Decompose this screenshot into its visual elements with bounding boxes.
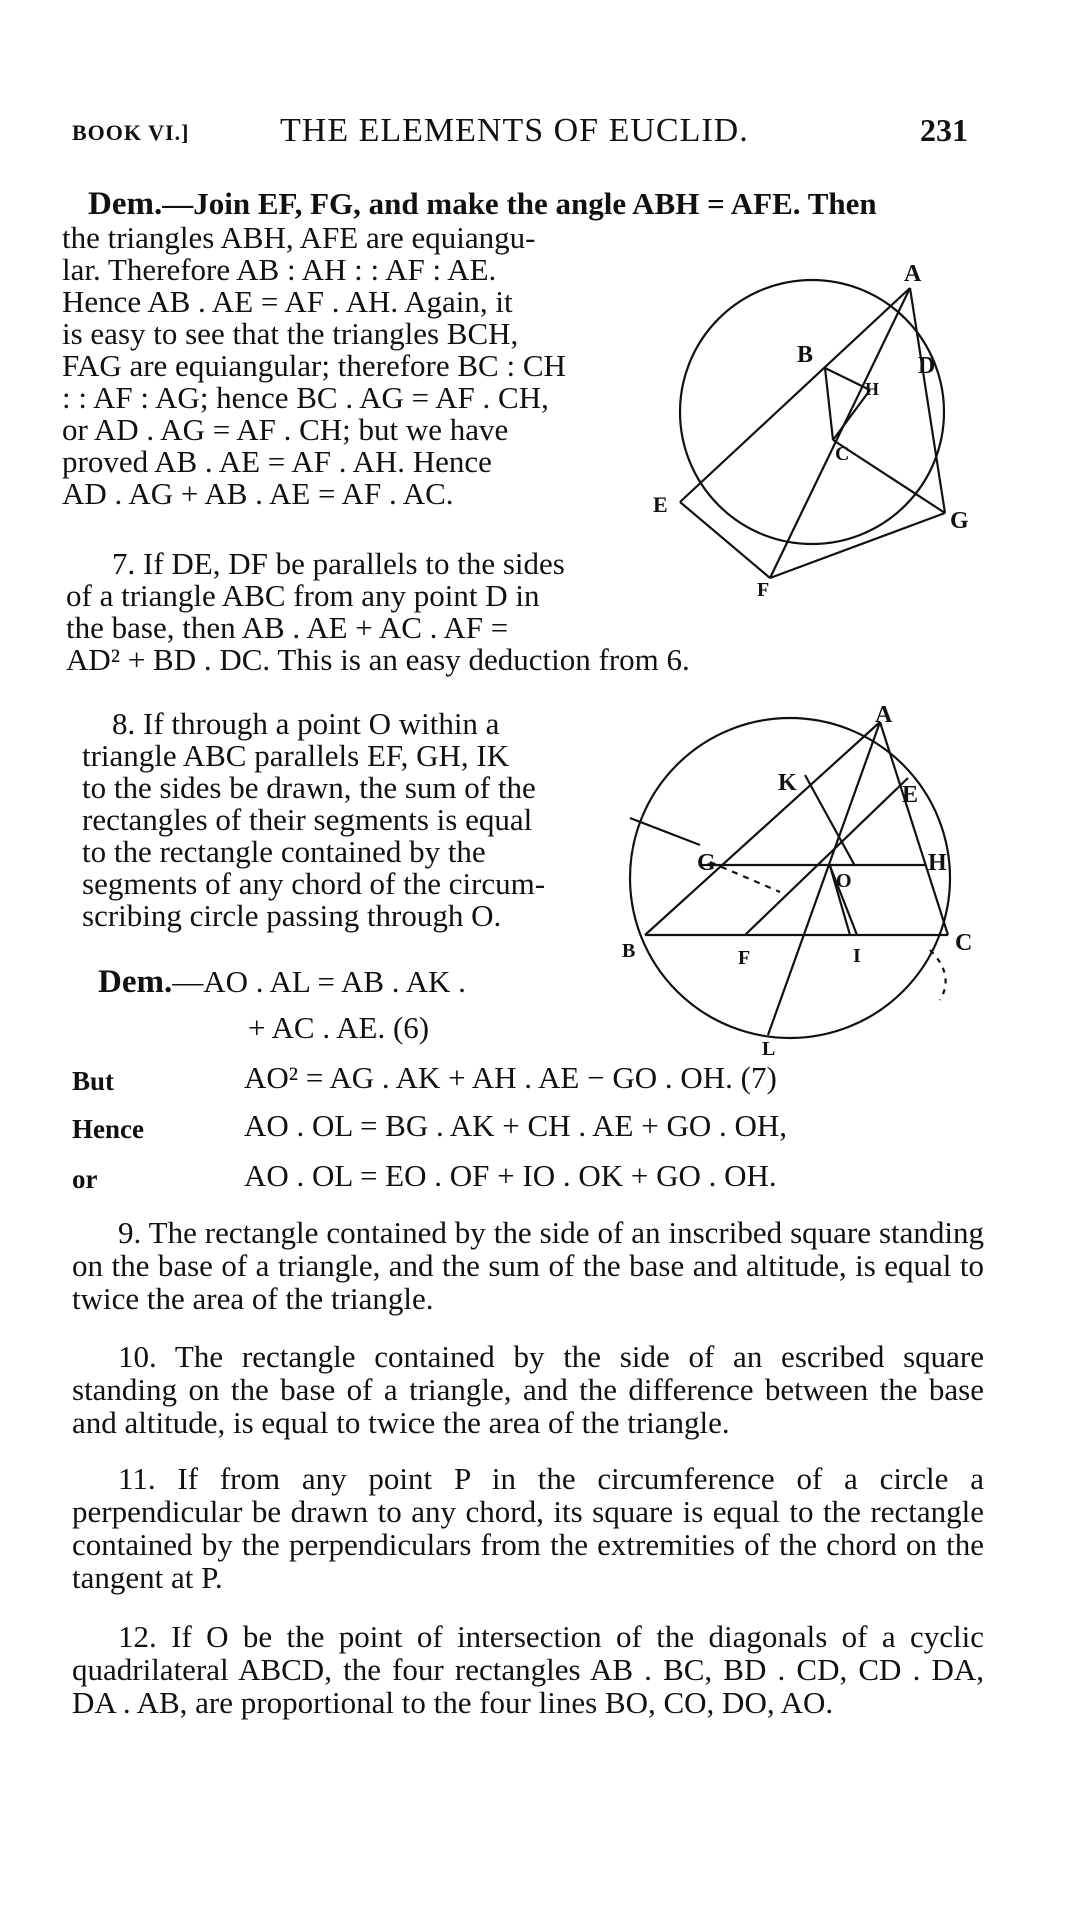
dem8-line1: Dem.—AO . AL = AB . AK . [98,964,466,1000]
proposition-10: 10. The rectangle contained by the side of an escribed square standing on the base of a triangle, and the difference between the base and altitude, is equal to twice the area of the triangle. [72,1339,984,1440]
running-head-book: BOOK VI.] [72,120,190,145]
fig2-label: O [836,870,852,892]
dem6-line: AD . AG + AB . AE = AF . AC. [62,476,454,511]
fig2-label: B [622,940,636,962]
figure-triangle-in-circle [610,700,1000,1060]
dem6-line: the triangles ABH, AFE are equiangu- [62,220,536,255]
figure-cyclic-quadrilateral [640,250,970,610]
p8-line: to the sides be drawn, the sum of the [82,770,536,805]
dem8-row-eq: AO . OL = EO . OF + IO . OK + GO . OH. [244,1158,777,1193]
fig1-label: B [797,342,814,368]
dem8-row-word: But [72,1066,115,1096]
fig1-label: F [757,579,770,601]
fig1-label: A [904,261,922,287]
dem6-line: or AD . AG = AF . CH; but we have [62,412,509,447]
p8-line: segments of any chord of the circum- [82,866,546,901]
fig1-label: G [950,508,969,534]
dem8-row-eq: AO² = AG . AK + AH . AE − GO . OH. (7) [244,1060,777,1095]
p8-line: 8. If through a point O within a [112,706,500,741]
fig1-label: H [865,379,880,399]
dem6-line: : : AF : AG; hence BC . AG = AF . CH, [62,380,549,415]
proposition-11: 11. If from any point P in the circumference of a circle a perpendicular be drawn to any chord, its square is equal to the rectangle contained by the perpendiculars from the extremities of the chord on the tangent at P. [72,1461,984,1595]
fig2-label: A [875,702,893,728]
fig2-label: G [697,850,716,876]
fig2-label: L [762,1038,776,1060]
p8-line: scribing circle passing through O. [82,898,502,933]
dem8-row-word: Hence [72,1114,144,1144]
dem6-line: proved AB . AE = AF . AH. Hence [62,444,492,479]
proposition-9: 9. The rectangle contained by the side of an inscribed square standing on the base of a triangle, and the sum of the base and altitude, is equal to twice the area of the triangle. [72,1215,984,1316]
fig2-label: E [902,782,919,808]
fig1-label: C [835,443,850,465]
proposition-12: 12. If O be the point of intersection of the diagonals of a cyclic quadrilateral ABCD, the four rectangles AB . BC, BD . CD, CD . DA, DA . AB, are proportional to the four lines BO, CO, DO, AO. [72,1619,984,1720]
dem6-line: Hence AB . AE = AF . AH. Again, it [62,284,513,319]
page-number: 231 [920,112,968,148]
fig1-label: E [653,492,668,517]
p7-line: AD² + BD . DC. This is an easy deduction from 6. [66,642,690,677]
dem6-line: FAG are equiangular; therefore BC : CH [62,348,566,383]
running-head-title: THE ELEMENTS OF EUCLID. [280,112,749,149]
fig2-label: F [738,947,751,969]
fig2-label: H [928,850,947,876]
fig1-label: D [918,353,936,379]
fig2-label: I [853,945,861,967]
fig2-label: C [955,930,973,956]
p8-line: to the rectangle contained by the [82,834,486,869]
p7-line: of a triangle ABC from any point D in [66,578,540,613]
p8-line: triangle ABC parallels EF, GH, IK [82,738,510,773]
dem8-line2: + AC . AE. (6) [248,1010,430,1045]
dem6-first-line: Dem.—Join EF, FG, and make the angle ABH = AFE. Then [88,186,877,222]
dem8-row-eq: AO . OL = BG . AK + CH . AE + GO . OH, [244,1108,787,1143]
p8-line: rectangles of their segments is equal [82,802,533,837]
dem6-line: is easy to see that the triangles BCH, [62,316,519,351]
dem6-line: lar. Therefore AB : AH : : AF : AE. [62,252,497,287]
dem8-row-word: or [72,1164,98,1194]
p7-line: the base, then AB . AE + AC . AF = [66,610,509,645]
fig2-label: K [778,770,797,796]
p7-line: 7. If DE, DF be parallels to the sides [112,546,565,581]
